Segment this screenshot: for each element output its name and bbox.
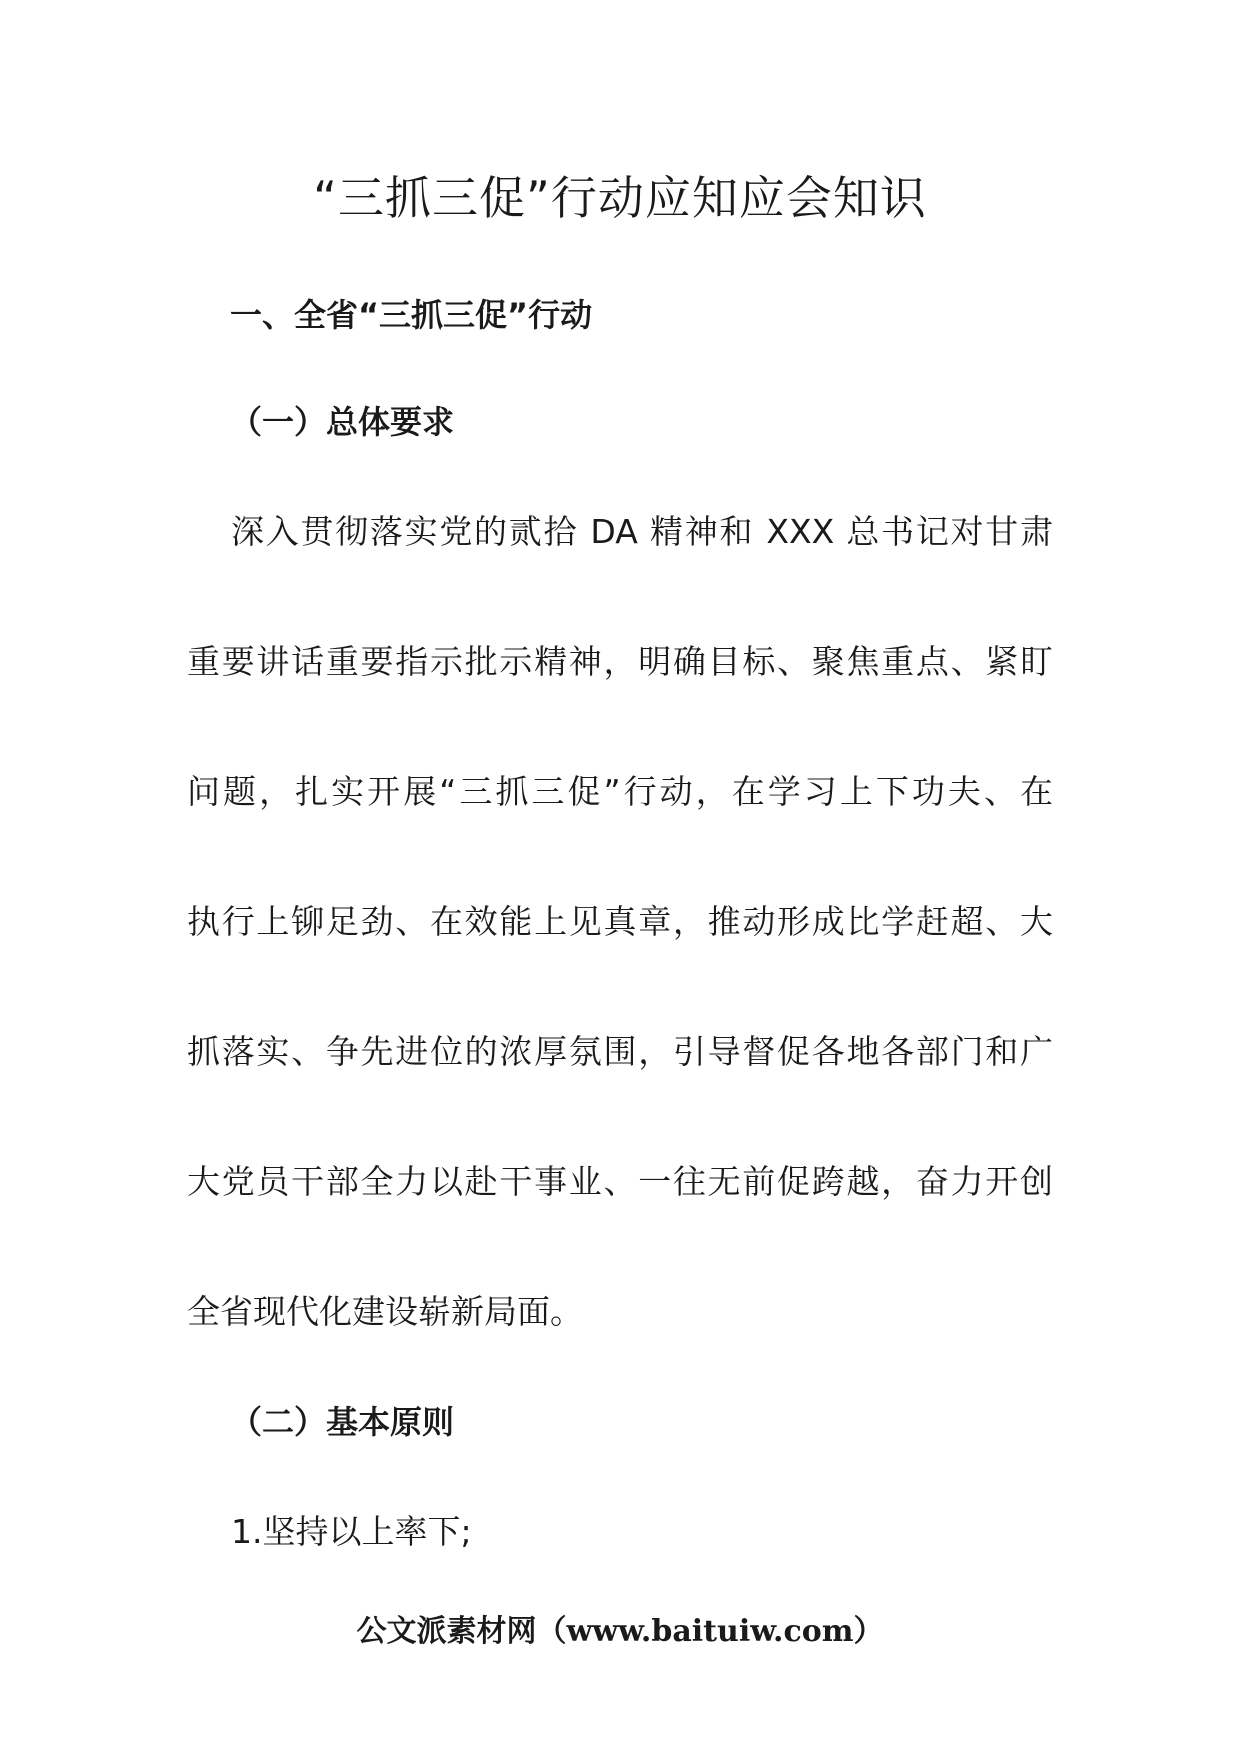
- document-title: “三抓三促”行动应知应会知识: [313, 171, 927, 225]
- list-item: 1.坚持以上率下;: [231, 1512, 472, 1551]
- paragraph-line: 大党员干部全力以赴干事业、一往无前促跨越，奋力开创: [187, 1162, 1053, 1201]
- paragraph-line: 全省现代化建设崭新局面。: [187, 1292, 583, 1331]
- section-heading-1: 一、全省“三抓三促”行动: [230, 296, 593, 334]
- footer-watermark: 公文派素材网（www.baituiw.com）: [356, 1614, 884, 1649]
- subsection-heading-basic-principles: （二）基本原则: [230, 1403, 455, 1441]
- paragraph-line: 问题，扎实开展“三抓三促”行动，在学习上下功夫、在: [187, 772, 1053, 811]
- paragraph-line: 重要讲话重要指示批示精神，明确目标、聚焦重点、紧盯: [187, 642, 1053, 681]
- paragraph-line: 执行上铆足劲、在效能上见真章，推动形成比学赶超、大: [187, 902, 1053, 941]
- subsection-heading-overall-requirements: （一）总体要求: [230, 403, 455, 441]
- paragraph-line: 抓落实、争先进位的浓厚氛围，引导督促各地各部门和广: [187, 1032, 1053, 1071]
- paragraph-line: 深入贯彻落实党的贰拾 DA 精神和 XXX 总书记对甘肃: [231, 512, 1053, 551]
